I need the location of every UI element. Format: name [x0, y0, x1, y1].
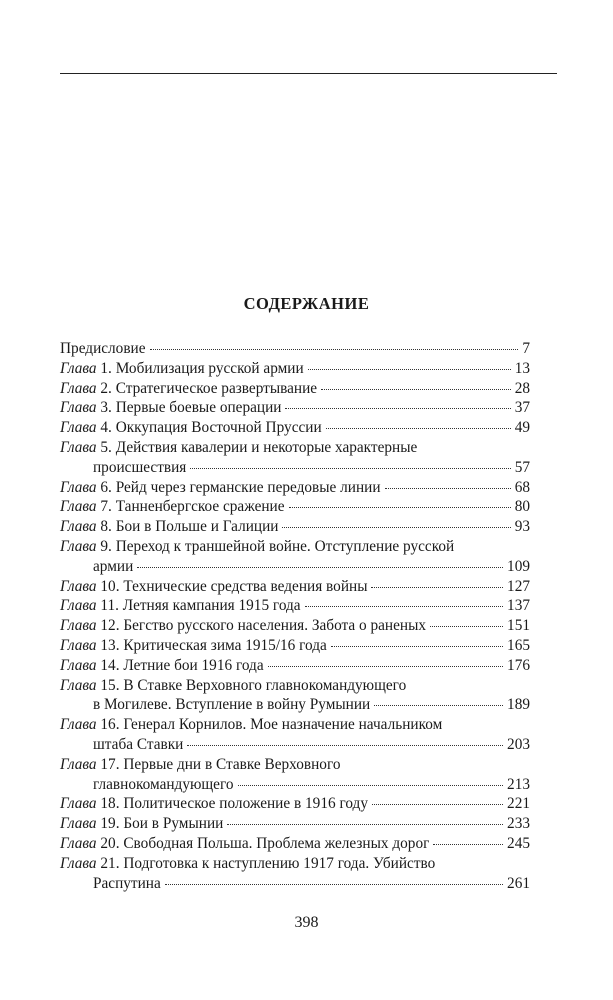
dot-leader — [285, 408, 510, 409]
toc-entry — [60, 636, 530, 656]
toc-entry — [60, 339, 530, 359]
toc-entry — [60, 478, 530, 498]
toc-title: СОДЕРЖАНИЕ — [243, 294, 370, 313]
toc-entry-title: Стратегическое развертывание — [115, 379, 318, 397]
chapter-number: 18. — [96, 795, 120, 813]
chapter-number: 12. — [96, 617, 120, 635]
toc-entry-title: штаба Ставки — [93, 735, 184, 753]
toc-entry-title: Генерал Корнилов. Мое назначение начальником — [123, 716, 443, 734]
chapter-number: 20. — [96, 834, 120, 852]
toc-entry — [60, 517, 530, 537]
toc-entry-title: Бои в Польше и Галиции — [115, 518, 279, 536]
page-number: 398 — [294, 914, 319, 931]
toc-entry — [60, 834, 530, 854]
toc-entry — [60, 715, 530, 755]
table-of-contents — [60, 339, 530, 893]
toc-entry-title: в Могилеве. Вступление в войну Румынии — [93, 696, 371, 714]
chapter-number: 13. — [96, 636, 120, 654]
dot-leader — [165, 884, 503, 885]
toc-entry-title: Технические средства ведения войны — [123, 577, 368, 595]
toc-entry-title: Мобилизация русской армии — [115, 359, 304, 377]
dot-leader — [433, 844, 503, 845]
toc-entry-title: Предисловие — [60, 340, 146, 357]
toc-entry-title: армии — [93, 557, 134, 575]
chapter-label: Глава — [60, 656, 97, 674]
toc-page-number: 68 — [514, 478, 530, 496]
toc-page-number: 93 — [514, 518, 530, 536]
dot-leader — [305, 606, 503, 607]
chapter-number: 6. — [96, 478, 112, 496]
toc-entry-title: Летние бои 1916 года — [123, 656, 264, 674]
dot-leader — [268, 666, 503, 667]
toc-entry-title: главнокомандующего — [93, 775, 234, 793]
toc-entry-title: Первые дни в Ставке Верховного — [123, 755, 341, 773]
chapter-label: Глава — [60, 716, 97, 734]
toc-page-number: 165 — [507, 636, 530, 654]
dot-leader — [308, 369, 511, 370]
chapter-label: Глава — [60, 854, 97, 872]
toc-entry-title: Бои в Румынии — [123, 815, 224, 833]
toc-page-number: 7 — [522, 340, 530, 357]
chapter-number: 1. — [96, 359, 112, 377]
toc-page-number: 213 — [507, 775, 530, 793]
toc-entry — [60, 398, 530, 418]
chapter-number: 16. — [96, 716, 120, 734]
toc-entry — [60, 676, 530, 716]
dot-leader — [326, 428, 511, 429]
header-rule — [60, 73, 557, 74]
chapter-number: 19. — [96, 815, 120, 833]
chapter-label: Глава — [60, 815, 97, 833]
toc-entry-title: Бегство русского населения. Забота о раненых — [123, 617, 427, 635]
toc-entry-title: Свободная Польша. Проблема железных дорог — [123, 834, 430, 852]
toc-entry — [60, 438, 530, 478]
chapter-number: 15. — [96, 676, 120, 694]
toc-entry-title: Рейд через германские передовые линии — [115, 478, 381, 496]
toc-entry — [60, 537, 530, 577]
toc-page-number: 28 — [514, 379, 530, 397]
toc-entry-title: Распутина — [93, 874, 161, 892]
chapter-label: Глава — [60, 617, 97, 635]
chapter-number: 7. — [96, 498, 112, 516]
chapter-label: Глава — [60, 498, 97, 516]
chapter-label: Глава — [60, 399, 97, 417]
chapter-label: Глава — [60, 755, 97, 773]
toc-page-number: 37 — [514, 399, 530, 417]
toc-page-number: 189 — [507, 696, 530, 714]
toc-page-number: 233 — [507, 815, 530, 833]
toc-page-number: 49 — [514, 419, 530, 437]
chapter-number: 3. — [96, 399, 112, 417]
dot-leader — [150, 349, 519, 350]
toc-entry — [60, 497, 530, 517]
chapter-number: 10. — [96, 577, 120, 595]
chapter-number: 5. — [96, 438, 112, 456]
toc-entry — [60, 656, 530, 676]
toc-entry — [60, 596, 530, 616]
dot-leader — [371, 587, 503, 588]
toc-entry-title: Действия кавалерии и некоторые характерные — [115, 438, 418, 456]
chapter-label: Глава — [60, 359, 97, 377]
dot-leader — [227, 824, 503, 825]
toc-entry — [60, 616, 530, 636]
toc-entry — [60, 418, 530, 438]
toc-entry-title: Политическое положение в 1916 году — [123, 795, 368, 813]
toc-page-number: 127 — [507, 577, 530, 595]
chapter-label: Глава — [60, 577, 97, 595]
toc-entry-title: Подготовка к наступлению 1917 года. Убийство — [123, 854, 436, 872]
toc-entry-title: Оккупация Восточной Пруссии — [115, 419, 322, 437]
toc-entry — [60, 359, 530, 379]
chapter-number: 11. — [96, 597, 119, 615]
chapter-number: 21. — [96, 854, 120, 872]
dot-leader — [430, 626, 503, 627]
toc-entry-title: Летняя кампания 1915 года — [122, 597, 301, 615]
dot-leader — [187, 745, 503, 746]
chapter-label: Глава — [60, 834, 97, 852]
chapter-label: Глава — [60, 419, 97, 437]
toc-page-number: 13 — [514, 359, 530, 377]
chapter-number: 17. — [96, 755, 120, 773]
dot-leader — [385, 488, 511, 489]
toc-entry-title: Критическая зима 1915/16 года — [123, 636, 327, 654]
dot-leader — [374, 705, 503, 706]
chapter-number: 2. — [96, 379, 112, 397]
chapter-number: 9. — [96, 537, 112, 555]
chapter-number: 4. — [96, 419, 112, 437]
toc-page-number: 80 — [514, 498, 530, 516]
dot-leader — [190, 468, 510, 469]
toc-page-number: 221 — [507, 795, 530, 813]
chapter-label: Глава — [60, 518, 97, 536]
chapter-label: Глава — [60, 597, 97, 615]
toc-page-number: 203 — [507, 735, 530, 753]
dot-leader — [372, 804, 503, 805]
toc-entry-title: В Ставке Верховного главнокомандующего — [123, 676, 407, 694]
toc-entry-title: Первые боевые операции — [115, 399, 282, 417]
toc-page-number: 245 — [507, 834, 530, 852]
toc-page-number: 109 — [507, 557, 530, 575]
toc-entry — [60, 794, 530, 814]
dot-leader — [137, 567, 503, 568]
dot-leader — [282, 527, 510, 528]
toc-page-number: 151 — [507, 617, 530, 635]
toc-entry — [60, 854, 530, 894]
toc-entry — [60, 379, 530, 399]
toc-entry-title: Танненбергское сражение — [115, 498, 285, 516]
dot-leader — [238, 785, 504, 786]
dot-leader — [289, 507, 511, 508]
chapter-label: Глава — [60, 438, 97, 456]
toc-entry — [60, 577, 530, 597]
toc-entry-title: происшествия — [93, 458, 187, 476]
toc-entry — [60, 755, 530, 795]
toc-entry-title: Переход к траншейной войне. Отступление русской — [115, 537, 455, 555]
chapter-number: 14. — [96, 656, 120, 674]
toc-page-number: 261 — [507, 874, 530, 892]
chapter-label: Глава — [60, 379, 97, 397]
chapter-label: Глава — [60, 795, 97, 813]
chapter-label: Глава — [60, 636, 97, 654]
toc-entry — [60, 814, 530, 834]
chapter-label: Глава — [60, 537, 97, 555]
toc-page-number: 176 — [507, 656, 530, 674]
toc-page-number: 137 — [507, 597, 530, 615]
chapter-number: 8. — [96, 518, 112, 536]
chapter-label: Глава — [60, 676, 97, 694]
chapter-label: Глава — [60, 478, 97, 496]
dot-leader — [321, 389, 511, 390]
dot-leader — [331, 646, 503, 647]
toc-page-number: 57 — [514, 458, 530, 476]
